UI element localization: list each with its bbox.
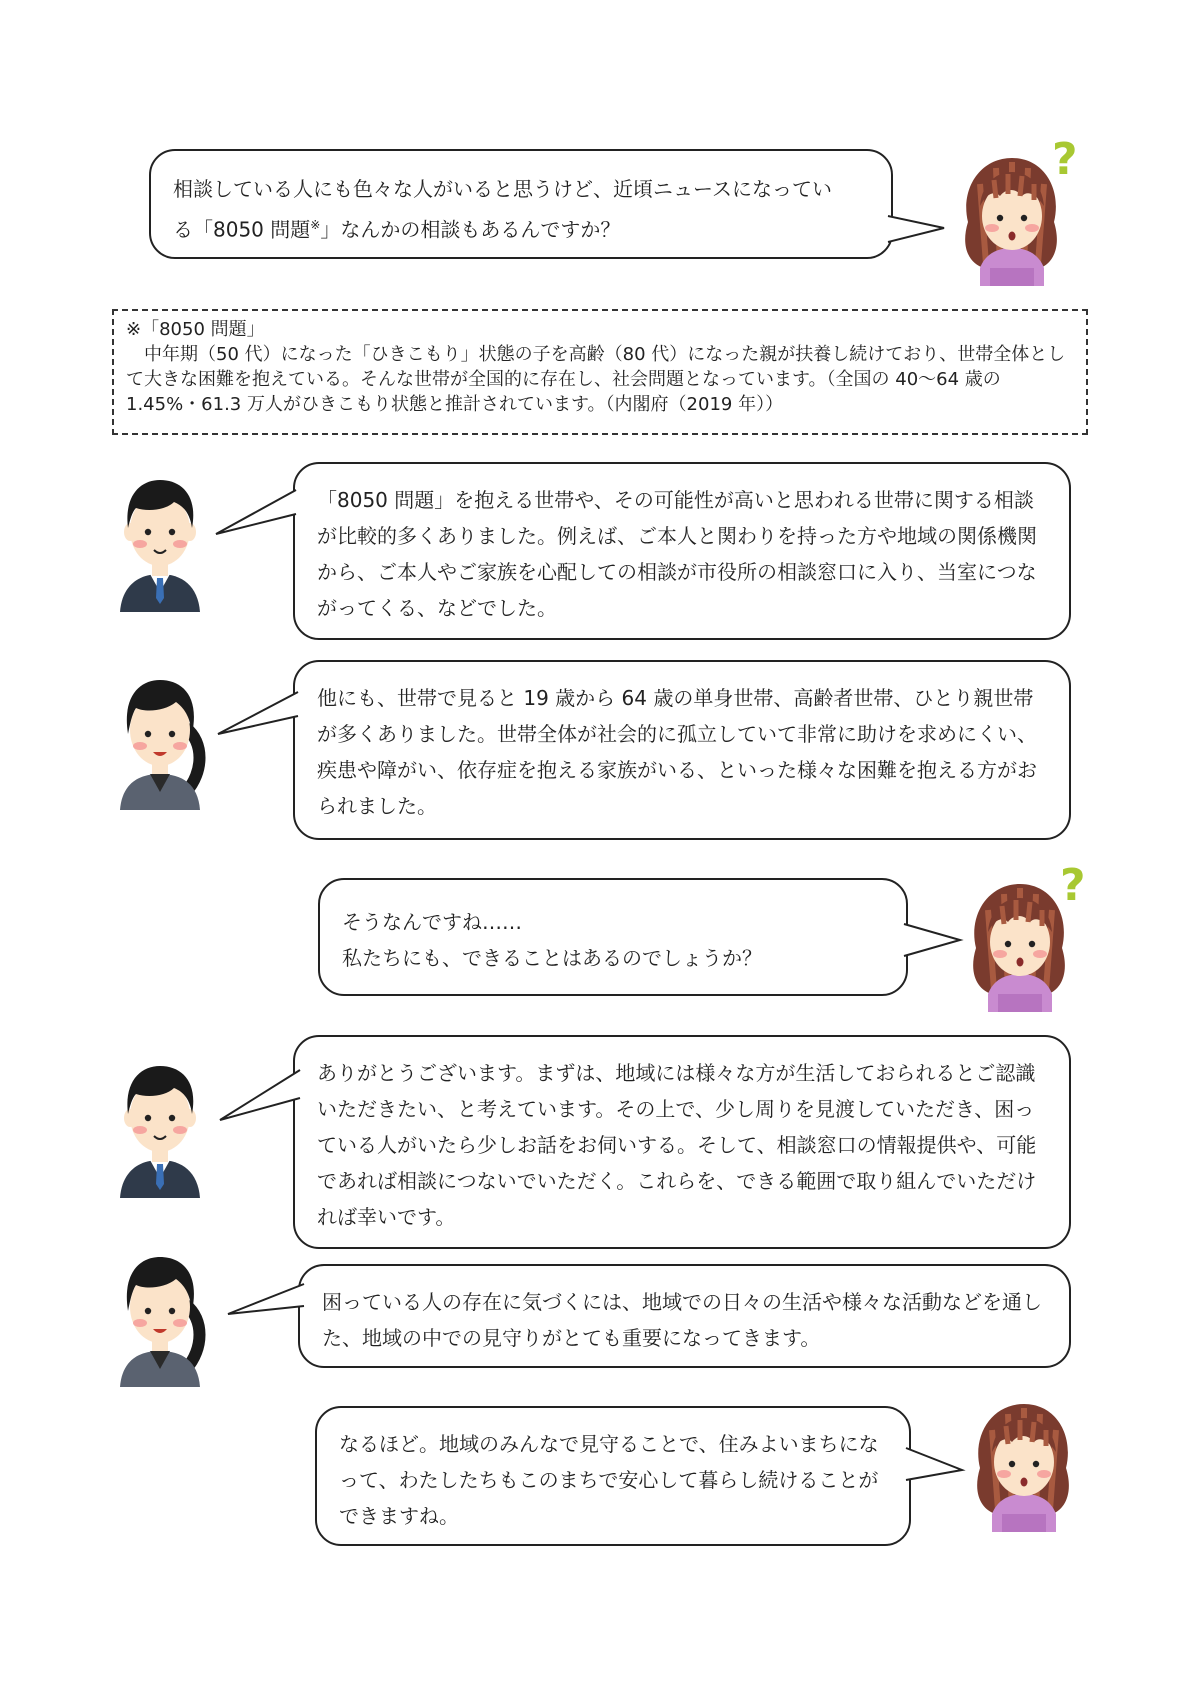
answer-1-text: 「8050 問題」を抱える世帯や、その可能性が高いと思われる世帯に関する相談が比較的多くありました。例えば、ご本人と関わりを持った方や地域の関係機関から、ご本人やご家族を心配しての相談が市役所の相談窓口に入り、当室につながってくる、などでした。	[317, 488, 1037, 620]
speech-bubble-answer-3	[293, 1035, 1071, 1249]
speech-bubble-answer-1	[293, 462, 1071, 640]
answer-2-text: 他にも、世帯で見ると 19 歳から 64 歳の単身世帯、高齢者世帯、ひとり親世帯が多くありました。世帯全体が社会的に孤立していて非常に助けを求めにくい、疾患や障がい、依存症を抱える家族がいる、といった様々な困難を抱える方がおられました。	[317, 686, 1037, 818]
speech-bubble-question-1	[149, 149, 893, 259]
footnote-8050-box	[112, 309, 1088, 435]
question-2-line-2: 私たちにも、できることはあるのでしょうか？	[342, 946, 762, 970]
bubble-tail-right	[906, 1440, 966, 1494]
question-2-line-1: そうなんですね……	[342, 910, 522, 934]
question-1-line-2: る「8050 問題※」なんかの相談もあるんですか？	[173, 217, 621, 242]
woman-apron-confused-icon	[950, 130, 1080, 290]
question-1-line-1: 相談している人にも色々な人がいると思うけど、近頃ニュースになってい	[173, 177, 832, 201]
woman-suit-avatar-icon	[100, 1245, 220, 1395]
woman-apron-smiling-icon	[962, 1390, 1086, 1540]
bubble-tail-left	[214, 484, 298, 554]
speech-bubble-question-3	[315, 1406, 911, 1546]
woman-suit-avatar-icon	[100, 668, 220, 818]
speech-bubble-answer-4	[298, 1264, 1071, 1368]
question-mark-icon: ?	[1060, 860, 1086, 911]
woman-apron-confused-icon	[958, 856, 1088, 1016]
answer-4-text: 困っている人の存在に気づくには、地域での日々の生活や様々な活動などを通した、地域の中での見守りがとても重要になってきます。	[322, 1290, 1042, 1350]
question-mark-icon: ?	[1052, 134, 1078, 185]
bubble-tail-right	[904, 916, 964, 966]
man-suit-avatar-icon	[100, 1056, 220, 1206]
question-3-text: なるほど。地域のみんなで見守ることで、住みよいまちになって、わたしたちもこのまちで安心して暮らし続けることができますね。	[339, 1432, 879, 1528]
speech-bubble-answer-2	[293, 660, 1071, 840]
speech-bubble-question-2	[318, 878, 908, 996]
bubble-tail-right	[888, 210, 948, 250]
bubble-tail-left	[226, 1278, 306, 1338]
bubble-tail-left	[218, 1064, 302, 1140]
answer-3-text: ありがとうございます。まずは、地域には様々な方が生活しておられるとご認識いただきたい、と考えています。その上で、少し周りを見渡していただき、困っている人がいたら少しお話をお伺いする。そして、相談窓口の情報提供や、可能であれば相談につないでいただく。これらを、できる範囲で取り組んでいただければ幸いです。	[317, 1061, 1037, 1229]
man-suit-avatar-icon	[100, 470, 220, 620]
bubble-tail-left	[216, 686, 300, 756]
footnote-title: ※「8050 問題」	[126, 319, 265, 340]
footnote-body: 中年期（50 代）になった「ひきこもり」状態の子を高齢（80 代）になった親が扶養し続けており、世帯全体として大きな困難を抱えている。そんな世帯が全国的に存在し、社会問題となっています。（全国の 40～64 歳の 1.45%・61.3 万人がひきこもり状態と推計されています。（内閣府（2019 年））	[126, 344, 1066, 415]
footnote-mark: ※	[310, 218, 321, 232]
